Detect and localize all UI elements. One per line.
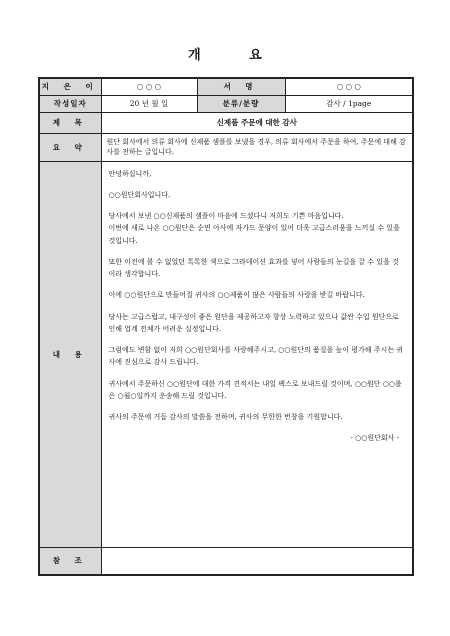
- reference-label: 참 조: [39, 547, 101, 575]
- content-label: 내 용: [39, 161, 101, 547]
- signature-value[interactable]: ○ ○ ○: [285, 78, 413, 95]
- summary-value[interactable]: 원단 회사에서 의류 회사에 신제품 샘플를 보냈을 경우, 의류 회사에서 주문을 하여, 주문에 대해 감사를 전하는 글입니다.: [101, 133, 413, 161]
- content-paragraph: 귀사에서 주문하신 ○○원단에 대한 가격 견적서는 내일 팩스로 보내드릴 것이며, ○○원단 ○○롤은 ○월○일까지 운송해 드릴 것입니다.: [108, 379, 402, 400]
- content-paragraph: 또한 이전에 볼 수 없었던 톡톡한 색으로 그라데이션 효과를 넣어 사람들의 눈길을 끌 수 있을 것이라 생각합니다.: [108, 257, 399, 278]
- category-label: 분류/분량: [197, 95, 285, 112]
- date-label: 작성일자: [39, 95, 101, 112]
- category-value[interactable]: 감사 / 1page: [285, 95, 413, 112]
- content-sign: - ○○원단회사 -: [350, 434, 400, 443]
- date-value[interactable]: 20 년 월 일: [101, 95, 197, 112]
- signature-label: 서 명: [197, 78, 285, 95]
- content-paragraph: 안녕하십니까,: [108, 169, 152, 178]
- content-paragraph: 당사에서 보낸 ○○신제품의 샘플이 마음에 드셨다니 저희도 기쁜 마음입니다. 이번에 새로 나온 ○○원단은 순면 아사에 자가드 문양이 있어 더욱 고급스러움을 느끼실 수 있을 것입니다.: [108, 212, 400, 245]
- summary-form-table: [38, 77, 414, 576]
- author-label: 지 은 이: [39, 78, 101, 95]
- subject-value[interactable]: 신제품 주문에 대한 감사: [101, 112, 413, 133]
- author-value[interactable]: ○ ○ ○: [101, 78, 197, 95]
- content-paragraph: 귀사의 주문에 거듭 감사의 말씀을 전하며, 귀사의 무한한 번창을 기원합니다.: [108, 413, 343, 421]
- reference-value[interactable]: [101, 547, 413, 575]
- content-paragraph: 그럼에도 변함 없이 저희 ○○원단회사를 사랑해주시고, ○○원단의 품질을 높이 평가해 주시는 귀사에 진심으로 감사 드립니다.: [108, 346, 404, 367]
- document-title: 개 요: [188, 48, 284, 63]
- summary-label: 요 약: [39, 133, 101, 161]
- subject-label: 제 목: [39, 112, 101, 133]
- content-paragraph: 당사는 고급스럽고, 내구성이 좋은 원단을 제공하고자 항상 노력하고 있으나 값싼 수입 원단으로 인해 업계 전체가 어려운 실정입니다.: [108, 312, 399, 333]
- content-paragraph: ○○원단회사입니다.: [108, 190, 171, 199]
- content-body[interactable]: [101, 161, 413, 547]
- content-paragraph: 이에 ○○원단으로 만들어질 귀사의 ○○제품이 많은 사람들의 사랑을 받길 바랍니다.: [108, 291, 365, 300]
